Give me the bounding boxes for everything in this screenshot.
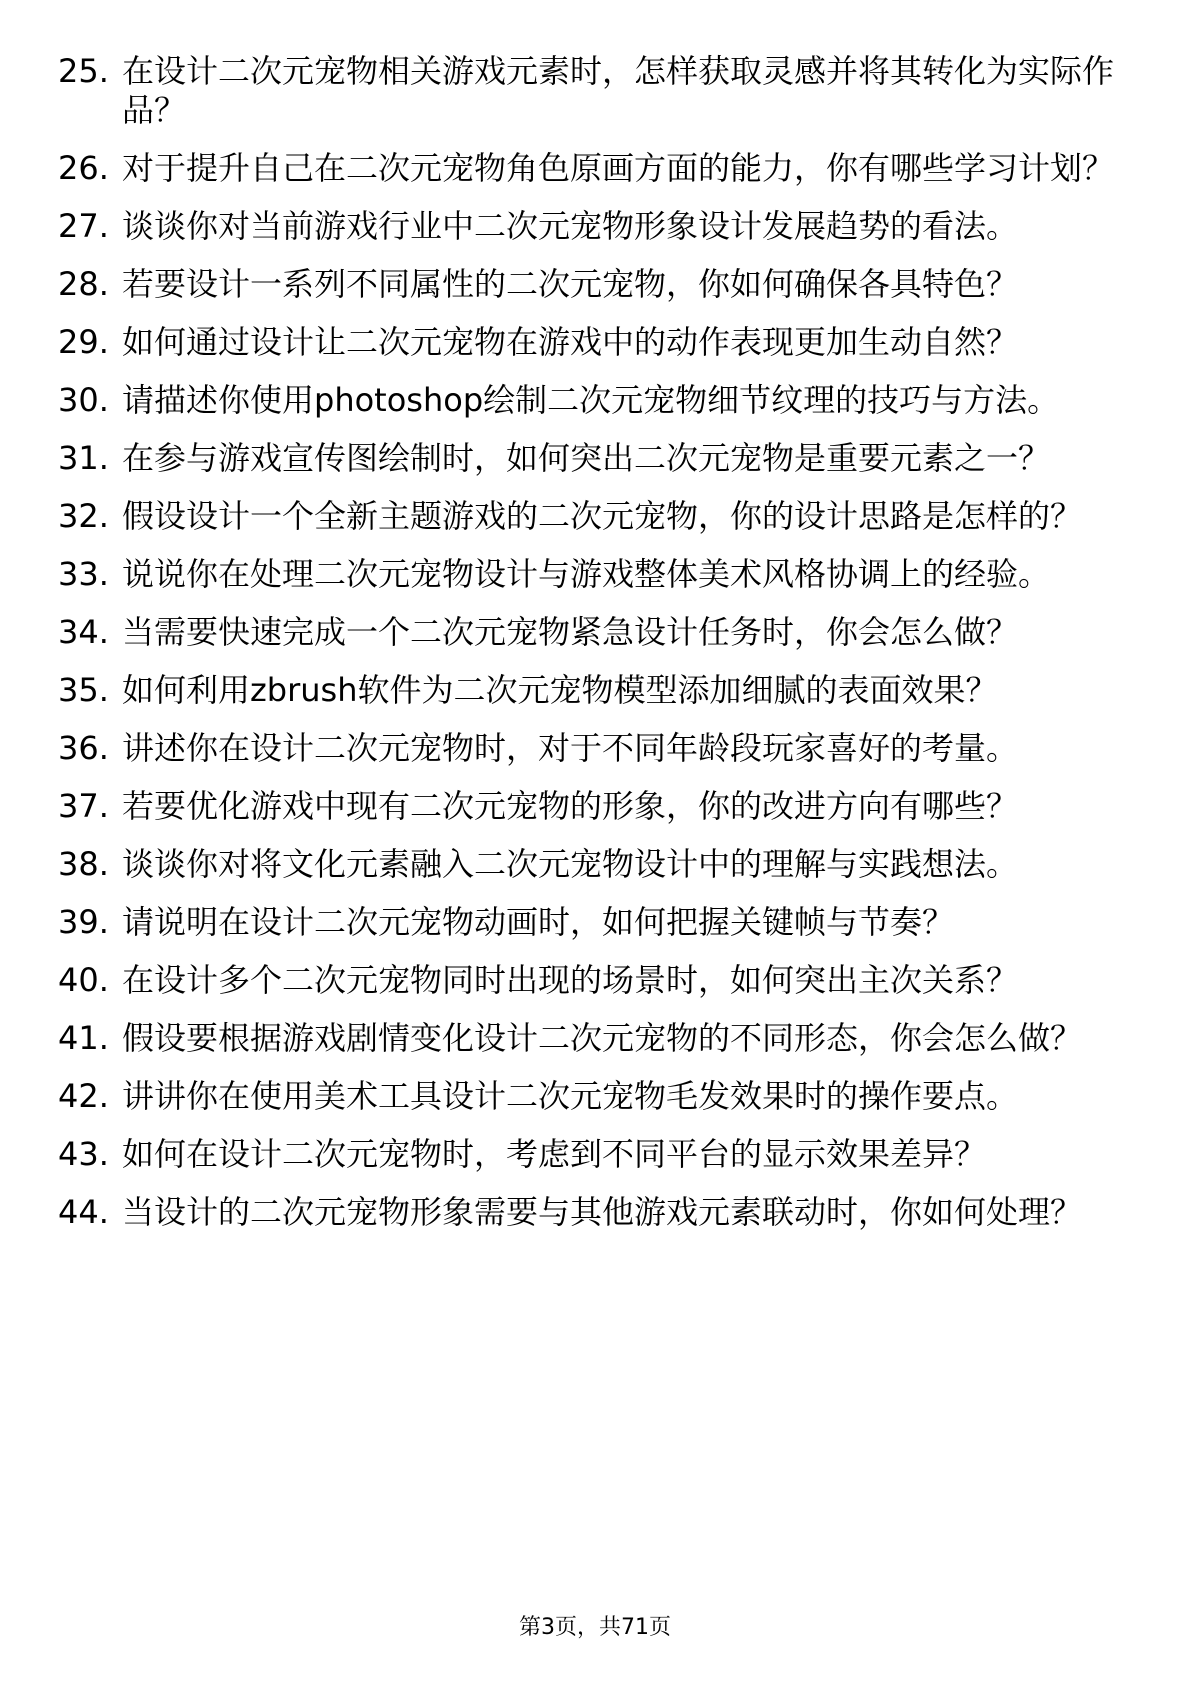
list-item: [58, 613, 1138, 652]
item-text: 假设设计一个全新主题游戏的二次元宠物，你的设计思路是怎样的？: [122, 497, 1083, 535]
list-item: [58, 149, 1138, 188]
item-text: 谈谈你对将文化元素融入二次元宠物设计中的理解与实践想法。: [122, 845, 1019, 883]
item-text: 在设计二次元宠物相关游戏元素时，怎样获取灵感并将其转化为实际作品？: [122, 52, 1115, 129]
list-item: [58, 265, 1138, 304]
item-text: 如何通过设计让二次元宠物在游戏中的动作表现更加生动自然？: [122, 323, 1019, 361]
item-number: 36.: [58, 729, 109, 767]
item-number: 32.: [58, 497, 109, 535]
item-number: 31.: [58, 439, 109, 477]
list-item: [58, 497, 1138, 536]
list-item: [58, 52, 1138, 130]
item-number: 38.: [58, 845, 109, 883]
page-number: 第3页，共71页: [519, 1615, 671, 1640]
list-item: [58, 555, 1138, 594]
item-text: 对于提升自己在二次元宠物角色原画方面的能力，你有哪些学习计划？: [122, 149, 1115, 187]
list-item: [58, 671, 1138, 710]
item-number: 39.: [58, 903, 109, 941]
item-number: 27.: [58, 207, 109, 245]
item-number: 28.: [58, 265, 109, 303]
list-item: [58, 207, 1138, 246]
item-number: 30.: [58, 381, 109, 419]
item-text: 若要设计一系列不同属性的二次元宠物，你如何确保各具特色？: [122, 265, 1019, 303]
item-number: 33.: [58, 555, 109, 593]
list-item: [58, 903, 1138, 942]
list-item: [58, 1019, 1138, 1058]
list-item: [58, 323, 1138, 362]
item-text: 当需要快速完成一个二次元宠物紧急设计任务时，你会怎么做？: [122, 613, 1019, 651]
item-number: 41.: [58, 1019, 109, 1057]
item-number: 29.: [58, 323, 109, 361]
item-text: 讲讲你在使用美术工具设计二次元宠物毛发效果时的操作要点。: [122, 1077, 1019, 1115]
item-number: 26.: [58, 149, 109, 187]
list-item: [58, 1135, 1138, 1174]
list-item: [58, 845, 1138, 884]
item-text: 假设要根据游戏剧情变化设计二次元宠物的不同形态，你会怎么做？: [122, 1019, 1083, 1057]
item-text: 如何利用zbrush软件为二次元宠物模型添加细腻的表面效果？: [122, 671, 998, 709]
item-text: 如何在设计二次元宠物时，考虑到不同平台的显示效果差异？: [122, 1135, 987, 1173]
item-text: 在设计多个二次元宠物同时出现的场景时，如何突出主次关系？: [122, 961, 1019, 999]
item-text: 请说明在设计二次元宠物动画时，如何把握关键帧与节奏？: [122, 903, 955, 941]
item-text: 在参与游戏宣传图绘制时，如何突出二次元宠物是重要元素之一？: [122, 439, 1051, 477]
item-number: 40.: [58, 961, 109, 999]
item-number: 43.: [58, 1135, 109, 1173]
list-item: [58, 729, 1138, 768]
item-number: 35.: [58, 671, 109, 709]
list-item: [58, 439, 1138, 478]
item-text: 请描述你使用photoshop绘制二次元宠物细节纹理的技巧与方法。: [122, 381, 1060, 419]
item-text: 谈谈你对当前游戏行业中二次元宠物形象设计发展趋势的看法。: [122, 207, 1019, 245]
item-number: 42.: [58, 1077, 109, 1115]
item-number: 34.: [58, 613, 109, 651]
list-item: [58, 961, 1138, 1000]
question-list: [58, 52, 1138, 1251]
list-item: [58, 1077, 1138, 1116]
list-item: [58, 1193, 1138, 1232]
list-item: [58, 381, 1138, 420]
item-text: 说说你在处理二次元宠物设计与游戏整体美术风格协调上的经验。: [122, 555, 1051, 593]
item-text: 讲述你在设计二次元宠物时，对于不同年龄段玩家喜好的考量。: [122, 729, 1019, 767]
item-text: 当设计的二次元宠物形象需要与其他游戏元素联动时，你如何处理？: [122, 1193, 1083, 1231]
item-number: 37.: [58, 787, 109, 825]
list-item: [58, 787, 1138, 826]
item-number: 25.: [58, 52, 109, 90]
item-text: 若要优化游戏中现有二次元宠物的形象，你的改进方向有哪些？: [122, 787, 1019, 825]
item-number: 44.: [58, 1193, 109, 1231]
